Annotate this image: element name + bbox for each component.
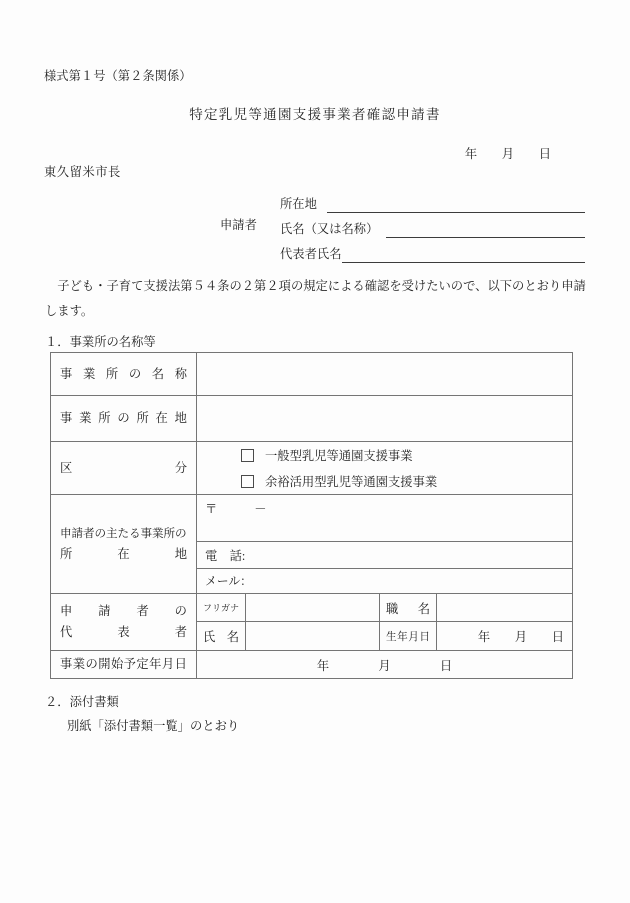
section2-body: 別紙「添付書類一覧」のとおり [67,719,240,733]
postal-code-input-cell[interactable]: 〒 － [197,495,572,542]
application-table [50,352,573,679]
table-row-office-name [51,353,572,395]
addressee: 東久留米市長 [44,165,121,179]
checkbox-general-type[interactable] [241,449,254,462]
applicant-address-row [280,188,585,213]
job-title-label: 職 名 [386,601,430,616]
representative-name-fill-line[interactable] [342,261,586,263]
representative-name-label: 代表者氏名 [280,247,342,261]
division-option-general [241,442,572,468]
birthdate-label: 生 年 月 日 [386,631,430,643]
start-date-label: 事 業 の 開 始 予 定 年 月 日 [60,657,187,671]
applicant-label: 申請者 [220,218,257,232]
representative-label-line1: 申 請 者 の [60,604,187,618]
division-option-surplus [241,468,572,494]
body-line-2: します。 [45,303,94,318]
table-row-start-date [51,650,572,678]
division-label: 区 分 [60,460,187,475]
birthdate-input-cell[interactable]: 年 月 日 [477,630,564,644]
checkbox-general-type-label: 一般型乳児等通園支援事業 [265,449,413,463]
applicant-fields [280,188,585,263]
body-paragraph [45,274,586,323]
rep-name-input-cell[interactable] [246,622,380,650]
office-name-input-cell[interactable] [197,353,572,395]
mail-input-cell[interactable]: メール： [205,574,252,588]
main-office-label-line1: 申請者の主たる事業所の [60,527,187,540]
representative-label-line2: 代 表 者 [60,625,187,639]
office-name-label: 事 業 所 の 名 称 [60,366,187,381]
applicant-name-label: 氏名（又は名称） [280,222,379,236]
applicant-address-fill-line[interactable] [327,211,585,213]
office-address-input-cell[interactable] [197,396,572,441]
start-date-input-cell[interactable]: 年 月 日 [316,658,453,673]
checkbox-surplus-type-label: 余裕活用型乳児等通園支援事業 [265,475,438,489]
section2-heading: ２．添付書類 [45,695,119,709]
main-office-label-line2: 所 在 地 [60,547,187,561]
form-number: 様式第１号（第２条関係） [44,69,192,83]
applicant-name-row [280,213,585,238]
body-line-1: 子ども・子育て支援法第５４条の２第２項の規定による確認を受けたいので、以下のとおり申請 [45,279,586,293]
page-title: 特定乳児等通園支援事業者確認申請書 [189,107,441,122]
table-row-office-address [51,395,572,441]
applicant-address-label: 所在地 [280,197,317,211]
representative-name-row [280,238,585,263]
division-options [197,442,572,494]
table-row-division [51,441,572,494]
furigana-input-cell[interactable] [246,594,380,621]
job-title-input-cell[interactable] [437,594,572,621]
phone-input-cell[interactable]: 電 話: [197,542,572,569]
rep-name-label: 氏 名 [203,630,239,644]
applicant-name-fill-line[interactable] [386,236,585,238]
checkbox-surplus-type[interactable] [241,475,254,488]
table-row-representative [51,593,572,650]
application-date-placeholder: 年 月 日 [464,147,551,161]
office-address-label: 事 業 所 の 所 在 地 [60,411,187,425]
table-row-main-office [51,494,572,593]
section1-heading: １．事業所の名称等 [45,335,156,349]
furigana-label: フ リ ガ ナ [203,603,240,613]
